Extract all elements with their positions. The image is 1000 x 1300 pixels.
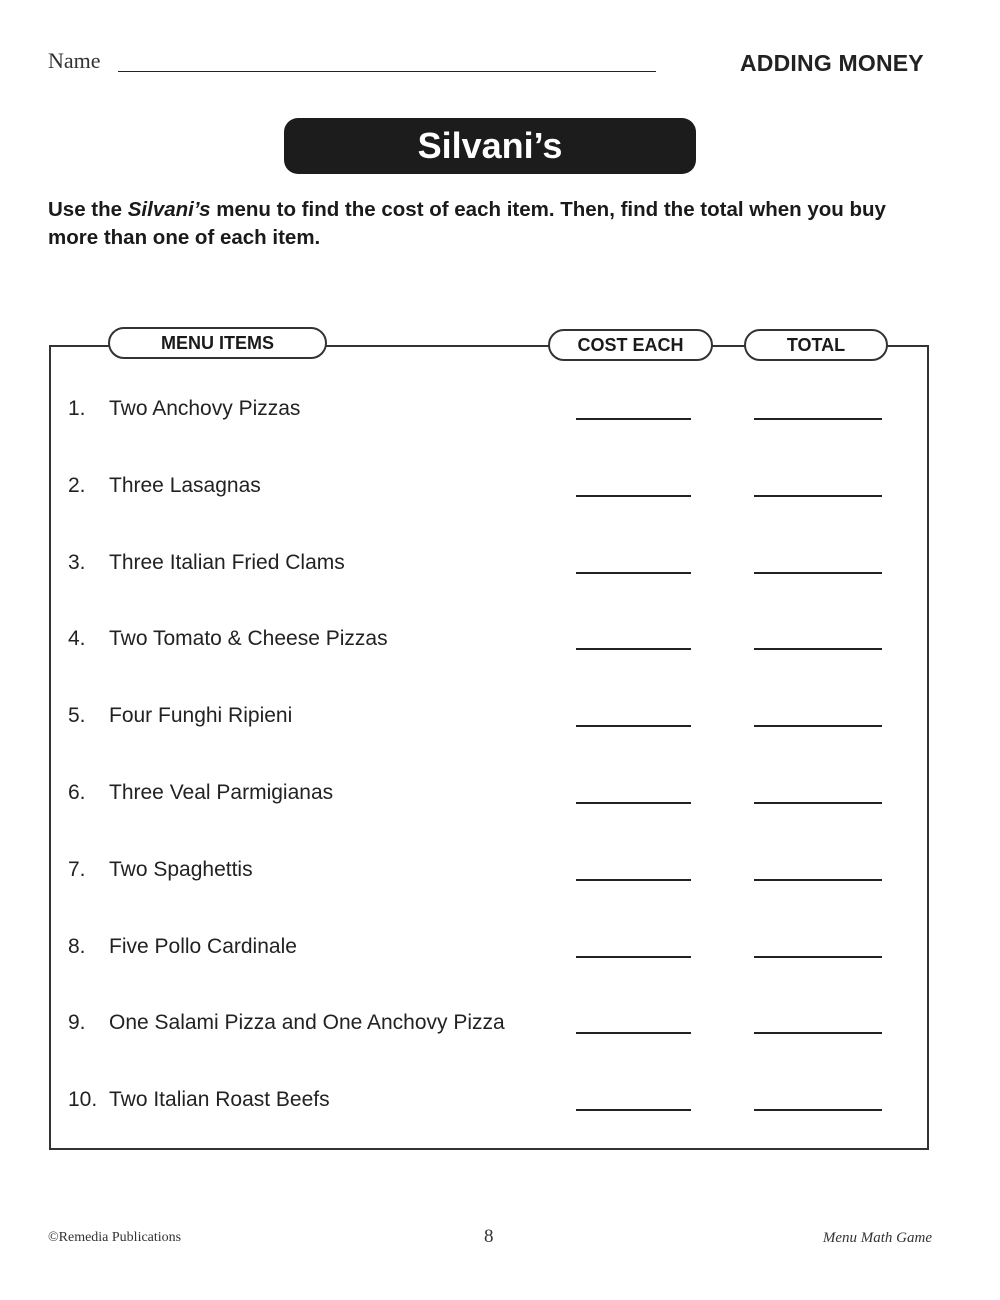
item-number: 2.	[68, 473, 86, 497]
cost-each-blank[interactable]	[576, 648, 691, 650]
table-row	[68, 474, 898, 514]
cost-each-blank[interactable]	[576, 802, 691, 804]
instructions-part1: Use the	[48, 198, 128, 221]
instructions-part2: menu to find the cost of each item. Then, find the total when you buy more than one of each item.	[48, 198, 886, 249]
total-blank[interactable]	[754, 725, 882, 727]
section-title: ADDING MONEY	[740, 50, 924, 76]
table-row	[68, 551, 898, 591]
menu-item-text: Four Funghi Ripieni	[109, 704, 293, 728]
total-blank[interactable]	[754, 1032, 882, 1034]
menu-item-text: Two Spaghettis	[109, 857, 253, 881]
table-row	[68, 858, 898, 898]
item-number: 10.	[68, 1088, 98, 1112]
cost-each-blank[interactable]	[576, 1032, 691, 1034]
cost-each-blank[interactable]	[576, 879, 691, 881]
cost-each-blank[interactable]	[576, 572, 691, 574]
menu-item-text: Three Lasagnas	[109, 473, 261, 497]
page-title: Silvani’s	[417, 125, 563, 166]
total-blank[interactable]	[754, 956, 882, 958]
item-number: 1.	[68, 397, 86, 420]
table-top-border	[325, 345, 550, 347]
menu-item-text: One Salami Pizza and One Anchovy Pizza	[109, 1011, 505, 1035]
instructions	[48, 196, 928, 252]
name-label: Name	[48, 48, 101, 73]
menu-item-text: Two Anchovy Pizzas	[109, 397, 301, 420]
menu-item-text: Two Tomato & Cheese Pizzas	[109, 627, 388, 651]
total-blank[interactable]	[754, 572, 882, 574]
total-blank[interactable]	[754, 648, 882, 650]
table-row	[68, 935, 898, 975]
title-banner	[284, 118, 696, 174]
item-number: 9.	[68, 1011, 86, 1035]
table-top-border	[49, 345, 111, 347]
table-row	[68, 1088, 898, 1128]
item-number: 6.	[68, 781, 86, 804]
table-top-border	[711, 345, 746, 347]
cost-each-blank[interactable]	[576, 495, 691, 497]
cost-each-blank[interactable]	[576, 956, 691, 958]
item-number: 4.	[68, 627, 86, 651]
header-cost-each: COST EACH	[548, 329, 713, 361]
total-blank[interactable]	[754, 802, 882, 804]
footer-copyright: ©Remedia Publications	[48, 1230, 182, 1245]
page-number: 8	[484, 1226, 494, 1247]
cost-each-blank[interactable]	[576, 418, 691, 420]
item-number: 7.	[68, 857, 86, 881]
menu-item-text: Three Veal Parmigianas	[109, 781, 334, 804]
header-total: TOTAL	[744, 329, 888, 361]
table-row	[68, 704, 898, 744]
item-number: 8.	[68, 934, 86, 958]
name-field[interactable]	[118, 71, 656, 72]
cost-each-blank[interactable]	[576, 725, 691, 727]
total-blank[interactable]	[754, 495, 882, 497]
table-row	[68, 397, 898, 437]
header-menu-items: MENU ITEMS	[108, 327, 327, 359]
item-number: 5.	[68, 704, 86, 728]
total-blank[interactable]	[754, 418, 882, 420]
table-row	[68, 1011, 898, 1051]
instructions-menu-name: Silvani’s	[127, 198, 211, 221]
table-row	[68, 781, 898, 821]
menu-item-text: Two Italian Roast Beefs	[109, 1088, 330, 1112]
total-blank[interactable]	[754, 1109, 882, 1111]
table-row	[68, 627, 898, 667]
menu-item-text: Three Italian Fried Clams	[109, 550, 345, 574]
footer-book-title: Menu Math Game	[822, 1230, 932, 1246]
cost-each-blank[interactable]	[576, 1109, 691, 1111]
item-number: 3.	[68, 550, 86, 574]
table-top-border	[885, 345, 929, 347]
menu-item-text: Five Pollo Cardinale	[109, 934, 297, 958]
total-blank[interactable]	[754, 879, 882, 881]
